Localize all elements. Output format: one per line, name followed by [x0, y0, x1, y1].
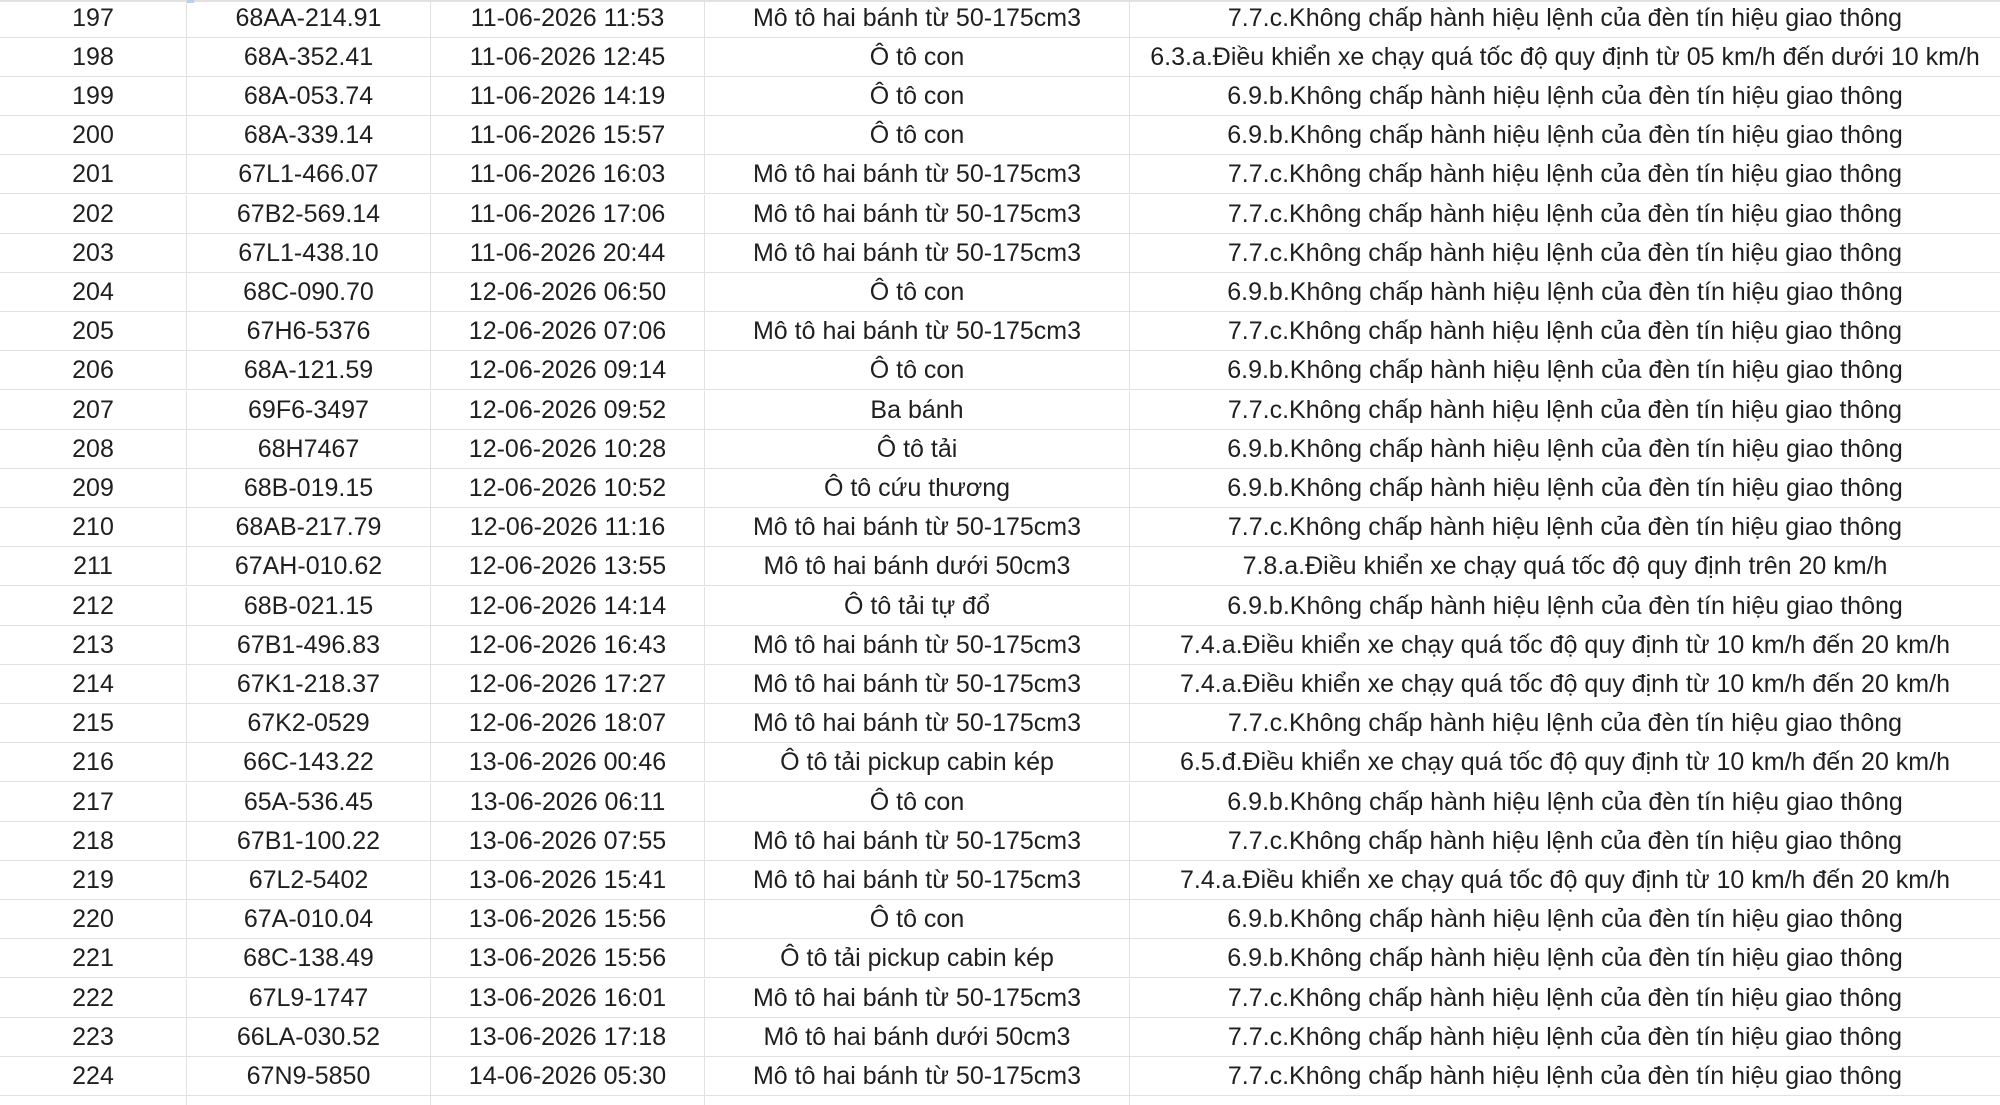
cell-time[interactable]: 12-06-2026 09:14	[431, 351, 705, 390]
table-row	[0, 116, 2000, 155]
cell-vehicle-type[interactable]: Ô tô tải pickup cabin kép	[705, 939, 1130, 978]
cell-violation[interactable]	[1130, 547, 2000, 586]
cell-vehicle-type[interactable]: Ô tô con	[705, 273, 1130, 312]
cell-stt[interactable]: 214	[0, 665, 187, 704]
cell-vehicle-type-partial[interactable]	[705, 1096, 1130, 1105]
table-row	[0, 900, 2000, 939]
cell-violation-text: 6.9.b.Không chấp hành hiệu lệnh của đèn tín hiệu giao thông	[1227, 591, 1903, 620]
cell-time[interactable]: 12-06-2026 10:52	[431, 469, 705, 508]
cell-plate[interactable]: 68AA-214.91	[187, 0, 431, 38]
table-row	[0, 312, 2000, 351]
cell-plate[interactable]: 69F6-3497	[187, 391, 431, 430]
cell-time[interactable]: 12-06-2026 13:55	[431, 547, 705, 586]
cell-violation[interactable]	[1130, 234, 2000, 273]
cell-violation-text: 6.9.b.Không chấp hành hiệu lệnh của đèn tín hiệu giao thông	[1227, 905, 1903, 934]
cell-violation-text: 7.7.c.Không chấp hành hiệu lệnh của đèn tín hiệu giao thông	[1227, 826, 1903, 855]
cell-time[interactable]: 13-06-2026 15:56	[431, 900, 705, 939]
cell-vehicle-type[interactable]: Mô tô hai bánh từ 50-175cm3	[705, 665, 1130, 704]
cell-violation-partial[interactable]	[1130, 1096, 2000, 1105]
table-row	[0, 508, 2000, 547]
table-row	[0, 195, 2000, 234]
cell-time[interactable]: 11-06-2026 11:53	[431, 0, 705, 38]
cell-time[interactable]: 11-06-2026 20:44	[431, 234, 705, 273]
cell-violation[interactable]	[1130, 77, 2000, 116]
cell-vehicle-type[interactable]: Mô tô hai bánh từ 50-175cm3	[705, 704, 1130, 743]
table-row	[0, 547, 2000, 586]
cell-plate[interactable]: 68H7467	[187, 430, 431, 469]
table-row	[0, 38, 2000, 77]
cell-violation[interactable]	[1130, 587, 2000, 626]
cell-time[interactable]: 11-06-2026 16:03	[431, 155, 705, 194]
cell-violation[interactable]	[1130, 430, 2000, 469]
cell-plate[interactable]: 67B1-100.22	[187, 822, 431, 861]
cell-stt[interactable]: 221	[0, 939, 187, 978]
cell-time[interactable]: 13-06-2026 17:18	[431, 1018, 705, 1057]
cell-violation[interactable]	[1130, 939, 2000, 978]
cell-plate[interactable]: 67A-010.04	[187, 900, 431, 939]
table-row	[0, 783, 2000, 822]
cell-violation-text: 7.7.c.Không chấp hành hiệu lệnh của đèn tín hiệu giao thông	[1227, 238, 1903, 267]
cell-time[interactable]: 12-06-2026 17:27	[431, 665, 705, 704]
cell-time[interactable]: 13-06-2026 15:56	[431, 939, 705, 978]
cell-plate[interactable]: 67B1-496.83	[187, 626, 431, 665]
cell-violation-text: 6.9.b.Không chấp hành hiệu lệnh của đèn tín hiệu giao thông	[1227, 944, 1903, 973]
cell-time[interactable]: 13-06-2026 07:55	[431, 822, 705, 861]
cell-plate[interactable]: 67N9-5850	[187, 1057, 431, 1096]
cell-vehicle-type[interactable]: Mô tô hai bánh từ 50-175cm3	[705, 0, 1130, 38]
cell-stt[interactable]: 222	[0, 979, 187, 1018]
table-row	[0, 77, 2000, 116]
table-row	[0, 704, 2000, 743]
cell-vehicle-type[interactable]: Ô tô tải	[705, 430, 1130, 469]
cell-plate[interactable]: 68AB-217.79	[187, 508, 431, 547]
cell-violation[interactable]	[1130, 743, 2000, 782]
cell-violation[interactable]	[1130, 508, 2000, 547]
cell-violation[interactable]	[1130, 822, 2000, 861]
cell-violation-text: 6.9.b.Không chấp hành hiệu lệnh của đèn tín hiệu giao thông	[1227, 81, 1903, 110]
cell-violation[interactable]	[1130, 861, 2000, 900]
table-row	[0, 273, 2000, 312]
cell-plate[interactable]: 67K1-218.37	[187, 665, 431, 704]
cell-violation[interactable]	[1130, 273, 2000, 312]
cell-stt[interactable]: 206	[0, 351, 187, 390]
cell-vehicle-type[interactable]: Mô tô hai bánh dưới 50cm3	[705, 547, 1130, 586]
cell-time[interactable]: 12-06-2026 18:07	[431, 704, 705, 743]
cell-stt[interactable]: 212	[0, 587, 187, 626]
cell-violation-text: 7.7.c.Không chấp hành hiệu lệnh của đèn tín hiệu giao thông	[1227, 1061, 1903, 1090]
cell-vehicle-type[interactable]: Mô tô hai bánh từ 50-175cm3	[705, 822, 1130, 861]
cell-violation-text: 7.4.a.Điều khiển xe chạy quá tốc độ quy định từ 10 km/h đến 20 km/h	[1180, 630, 1950, 659]
table-row	[0, 469, 2000, 508]
cell-vehicle-type[interactable]: Ô tô tải tự đổ	[705, 587, 1130, 626]
cell-plate[interactable]: 67L9-1747	[187, 979, 431, 1018]
cell-violation[interactable]	[1130, 0, 2000, 38]
cell-time[interactable]: 12-06-2026 14:14	[431, 587, 705, 626]
table-row	[0, 979, 2000, 1018]
cell-violation[interactable]	[1130, 38, 2000, 77]
cell-stt[interactable]: 204	[0, 273, 187, 312]
cell-violation-text: 6.9.b.Không chấp hành hiệu lệnh của đèn tín hiệu giao thông	[1227, 434, 1903, 463]
table-row	[0, 351, 2000, 390]
cell-time[interactable]: 12-06-2026 16:43	[431, 626, 705, 665]
table-row	[0, 587, 2000, 626]
cell-time[interactable]: 13-06-2026 06:11	[431, 783, 705, 822]
cell-time[interactable]: 12-06-2026 07:06	[431, 312, 705, 351]
cell-time[interactable]: 12-06-2026 11:16	[431, 508, 705, 547]
cell-vehicle-type[interactable]: Ô tô cứu thương	[705, 469, 1130, 508]
cell-violation-text: 6.9.b.Không chấp hành hiệu lệnh của đèn tín hiệu giao thông	[1227, 473, 1903, 502]
cell-plate[interactable]: 68B-021.15	[187, 587, 431, 626]
cell-violation[interactable]	[1130, 351, 2000, 390]
cell-vehicle-type[interactable]: Mô tô hai bánh từ 50-175cm3	[705, 626, 1130, 665]
cell-time[interactable]: 11-06-2026 14:19	[431, 77, 705, 116]
cell-plate[interactable]: 68C-138.49	[187, 939, 431, 978]
cell-stt[interactable]: 208	[0, 430, 187, 469]
cell-violation-text: 7.7.c.Không chấp hành hiệu lệnh của đèn tín hiệu giao thông	[1227, 1022, 1903, 1051]
table-row	[0, 155, 2000, 194]
cell-stt[interactable]: 210	[0, 508, 187, 547]
cell-stt[interactable]: 201	[0, 155, 187, 194]
cell-violation[interactable]	[1130, 704, 2000, 743]
cell-violation[interactable]	[1130, 116, 2000, 155]
cell-vehicle-type[interactable]: Mô tô hai bánh từ 50-175cm3	[705, 234, 1130, 273]
cell-violation-text: 7.7.c.Không chấp hành hiệu lệnh của đèn tín hiệu giao thông	[1227, 199, 1903, 228]
cell-violation-text: 7.7.c.Không chấp hành hiệu lệnh của đèn tín hiệu giao thông	[1227, 160, 1903, 189]
table-row	[0, 665, 2000, 704]
cell-violation[interactable]	[1130, 783, 2000, 822]
cell-plate[interactable]: 67K2-0529	[187, 704, 431, 743]
cell-violation[interactable]	[1130, 155, 2000, 194]
cell-violation[interactable]	[1130, 312, 2000, 351]
cell-stt[interactable]: 224	[0, 1057, 187, 1096]
cell-plate[interactable]: 65A-536.45	[187, 783, 431, 822]
cell-violation[interactable]	[1130, 626, 2000, 665]
table-row	[0, 861, 2000, 900]
cell-time[interactable]: 14-06-2026 05:30	[431, 1057, 705, 1096]
cell-plate[interactable]: 68C-090.70	[187, 273, 431, 312]
cell-plate[interactable]: 68A-339.14	[187, 116, 431, 155]
cell-vehicle-type[interactable]: Mô tô hai bánh từ 50-175cm3	[705, 195, 1130, 234]
table-row	[0, 1057, 2000, 1096]
cell-violation[interactable]	[1130, 665, 2000, 704]
cell-plate-partial[interactable]	[187, 1096, 431, 1105]
cell-stt[interactable]: 220	[0, 900, 187, 939]
cell-violation[interactable]	[1130, 979, 2000, 1018]
cell-stt[interactable]: 205	[0, 312, 187, 351]
cell-vehicle-type[interactable]: Ô tô con	[705, 351, 1130, 390]
cell-time[interactable]: 11-06-2026 12:45	[431, 38, 705, 77]
cell-violation-text: 6.3.a.Điều khiển xe chạy quá tốc độ quy định từ 05 km/h đến dưới 10 km/h	[1150, 42, 1980, 71]
cell-plate[interactable]: 67L1-438.10	[187, 234, 431, 273]
cell-stt[interactable]: 197	[0, 0, 187, 38]
cell-time-partial[interactable]	[431, 1096, 705, 1105]
cell-stt[interactable]: 198	[0, 38, 187, 77]
cell-time[interactable]: 13-06-2026 15:41	[431, 861, 705, 900]
cell-stt-partial[interactable]	[0, 1096, 187, 1105]
cell-violation-text: 7.7.c.Không chấp hành hiệu lệnh của đèn tín hiệu giao thông	[1227, 317, 1903, 346]
cell-violation[interactable]	[1130, 469, 2000, 508]
table-row	[0, 430, 2000, 469]
cell-violation-text: 7.4.a.Điều khiển xe chạy quá tốc độ quy định từ 10 km/h đến 20 km/h	[1180, 865, 1950, 894]
cell-violation[interactable]	[1130, 900, 2000, 939]
cell-violation-text: 7.4.a.Điều khiển xe chạy quá tốc độ quy định từ 10 km/h đến 20 km/h	[1180, 669, 1950, 698]
cell-plate[interactable]: 68A-053.74	[187, 77, 431, 116]
cell-stt[interactable]: 199	[0, 77, 187, 116]
cell-violation[interactable]	[1130, 1018, 2000, 1057]
cell-stt[interactable]: 211	[0, 547, 187, 586]
table-row	[0, 626, 2000, 665]
cell-violation[interactable]	[1130, 1057, 2000, 1096]
cell-time[interactable]: 11-06-2026 17:06	[431, 195, 705, 234]
cell-stt[interactable]: 216	[0, 743, 187, 782]
cell-violation[interactable]	[1130, 195, 2000, 234]
cell-vehicle-type[interactable]: Ô tô con	[705, 77, 1130, 116]
cell-vehicle-type[interactable]: Mô tô hai bánh từ 50-175cm3	[705, 508, 1130, 547]
cell-violation-text: 7.8.a.Điều khiển xe chạy quá tốc độ quy định trên 20 km/h	[1242, 552, 1888, 581]
cell-time[interactable]: 13-06-2026 00:46	[431, 743, 705, 782]
cell-time[interactable]: 12-06-2026 09:52	[431, 391, 705, 430]
cell-vehicle-type[interactable]: Ô tô con	[705, 900, 1130, 939]
cell-vehicle-type[interactable]: Mô tô hai bánh từ 50-175cm3	[705, 312, 1130, 351]
cell-vehicle-type[interactable]: Mô tô hai bánh từ 50-175cm3	[705, 979, 1130, 1018]
cell-violation[interactable]	[1130, 391, 2000, 430]
cell-violation-text: 6.9.b.Không chấp hành hiệu lệnh của đèn tín hiệu giao thông	[1227, 356, 1903, 385]
cell-stt[interactable]: 202	[0, 195, 187, 234]
cell-stt[interactable]: 200	[0, 116, 187, 155]
cell-violation-text: 7.7.c.Không chấp hành hiệu lệnh của đèn tín hiệu giao thông	[1227, 709, 1903, 738]
table-row	[0, 0, 2000, 38]
cell-stt[interactable]: 203	[0, 234, 187, 273]
table-row	[0, 939, 2000, 978]
cell-time[interactable]: 11-06-2026 15:57	[431, 116, 705, 155]
cell-vehicle-type[interactable]: Ô tô con	[705, 116, 1130, 155]
cell-plate[interactable]: 67H6-5376	[187, 312, 431, 351]
cell-violation-text: 6.9.b.Không chấp hành hiệu lệnh của đèn tín hiệu giao thông	[1227, 121, 1903, 150]
cell-stt[interactable]: 215	[0, 704, 187, 743]
table-row	[0, 1018, 2000, 1057]
cell-stt[interactable]: 207	[0, 391, 187, 430]
cell-violation-text: 7.7.c.Không chấp hành hiệu lệnh của đèn tín hiệu giao thông	[1227, 3, 1903, 32]
cell-plate[interactable]: 68A-352.41	[187, 38, 431, 77]
cell-vehicle-type[interactable]: Mô tô hai bánh dưới 50cm3	[705, 1018, 1130, 1057]
cell-time[interactable]: 12-06-2026 10:28	[431, 430, 705, 469]
cell-vehicle-type[interactable]: Ô tô tải pickup cabin kép	[705, 743, 1130, 782]
cell-plate[interactable]: 67L1-466.07	[187, 155, 431, 194]
cell-violation-text: 6.9.b.Không chấp hành hiệu lệnh của đèn tín hiệu giao thông	[1227, 787, 1903, 816]
cell-vehicle-type[interactable]: Mô tô hai bánh từ 50-175cm3	[705, 861, 1130, 900]
cell-vehicle-type[interactable]: Ba bánh	[705, 391, 1130, 430]
cell-plate[interactable]: 68A-121.59	[187, 351, 431, 390]
cell-violation-text: 7.7.c.Không chấp hành hiệu lệnh của đèn tín hiệu giao thông	[1227, 513, 1903, 542]
cell-violation-text: 7.7.c.Không chấp hành hiệu lệnh của đèn tín hiệu giao thông	[1227, 983, 1903, 1012]
cell-plate[interactable]: 67AH-010.62	[187, 547, 431, 586]
table-row-partial	[0, 1096, 2000, 1105]
cell-stt[interactable]: 219	[0, 861, 187, 900]
cell-stt[interactable]: 218	[0, 822, 187, 861]
table-row	[0, 234, 2000, 273]
table-row	[0, 391, 2000, 430]
cell-violation-text: 6.9.b.Không chấp hành hiệu lệnh của đèn tín hiệu giao thông	[1227, 277, 1903, 306]
cell-stt[interactable]: 217	[0, 783, 187, 822]
table-row	[0, 743, 2000, 782]
cell-vehicle-type[interactable]: Mô tô hai bánh từ 50-175cm3	[705, 1057, 1130, 1096]
cell-vehicle-type[interactable]: Ô tô con	[705, 783, 1130, 822]
cell-violation-text: 6.5.đ.Điều khiển xe chạy quá tốc độ quy định từ 10 km/h đến 20 km/h	[1180, 748, 1950, 777]
cell-plate[interactable]: 68B-019.15	[187, 469, 431, 508]
table-row	[0, 822, 2000, 861]
cell-plate[interactable]: 67L2-5402	[187, 861, 431, 900]
cell-violation-text: 7.7.c.Không chấp hành hiệu lệnh của đèn tín hiệu giao thông	[1227, 395, 1903, 424]
cell-time[interactable]: 12-06-2026 06:50	[431, 273, 705, 312]
cell-plate[interactable]: 67B2-569.14	[187, 195, 431, 234]
cell-vehicle-type[interactable]: Ô tô con	[705, 38, 1130, 77]
cell-time[interactable]: 13-06-2026 16:01	[431, 979, 705, 1018]
cell-vehicle-type[interactable]: Mô tô hai bánh từ 50-175cm3	[705, 155, 1130, 194]
cell-stt[interactable]: 213	[0, 626, 187, 665]
cell-stt[interactable]: 223	[0, 1018, 187, 1057]
cell-plate[interactable]: 66C-143.22	[187, 743, 431, 782]
cell-plate[interactable]: 66LA-030.52	[187, 1018, 431, 1057]
cell-stt[interactable]: 209	[0, 469, 187, 508]
